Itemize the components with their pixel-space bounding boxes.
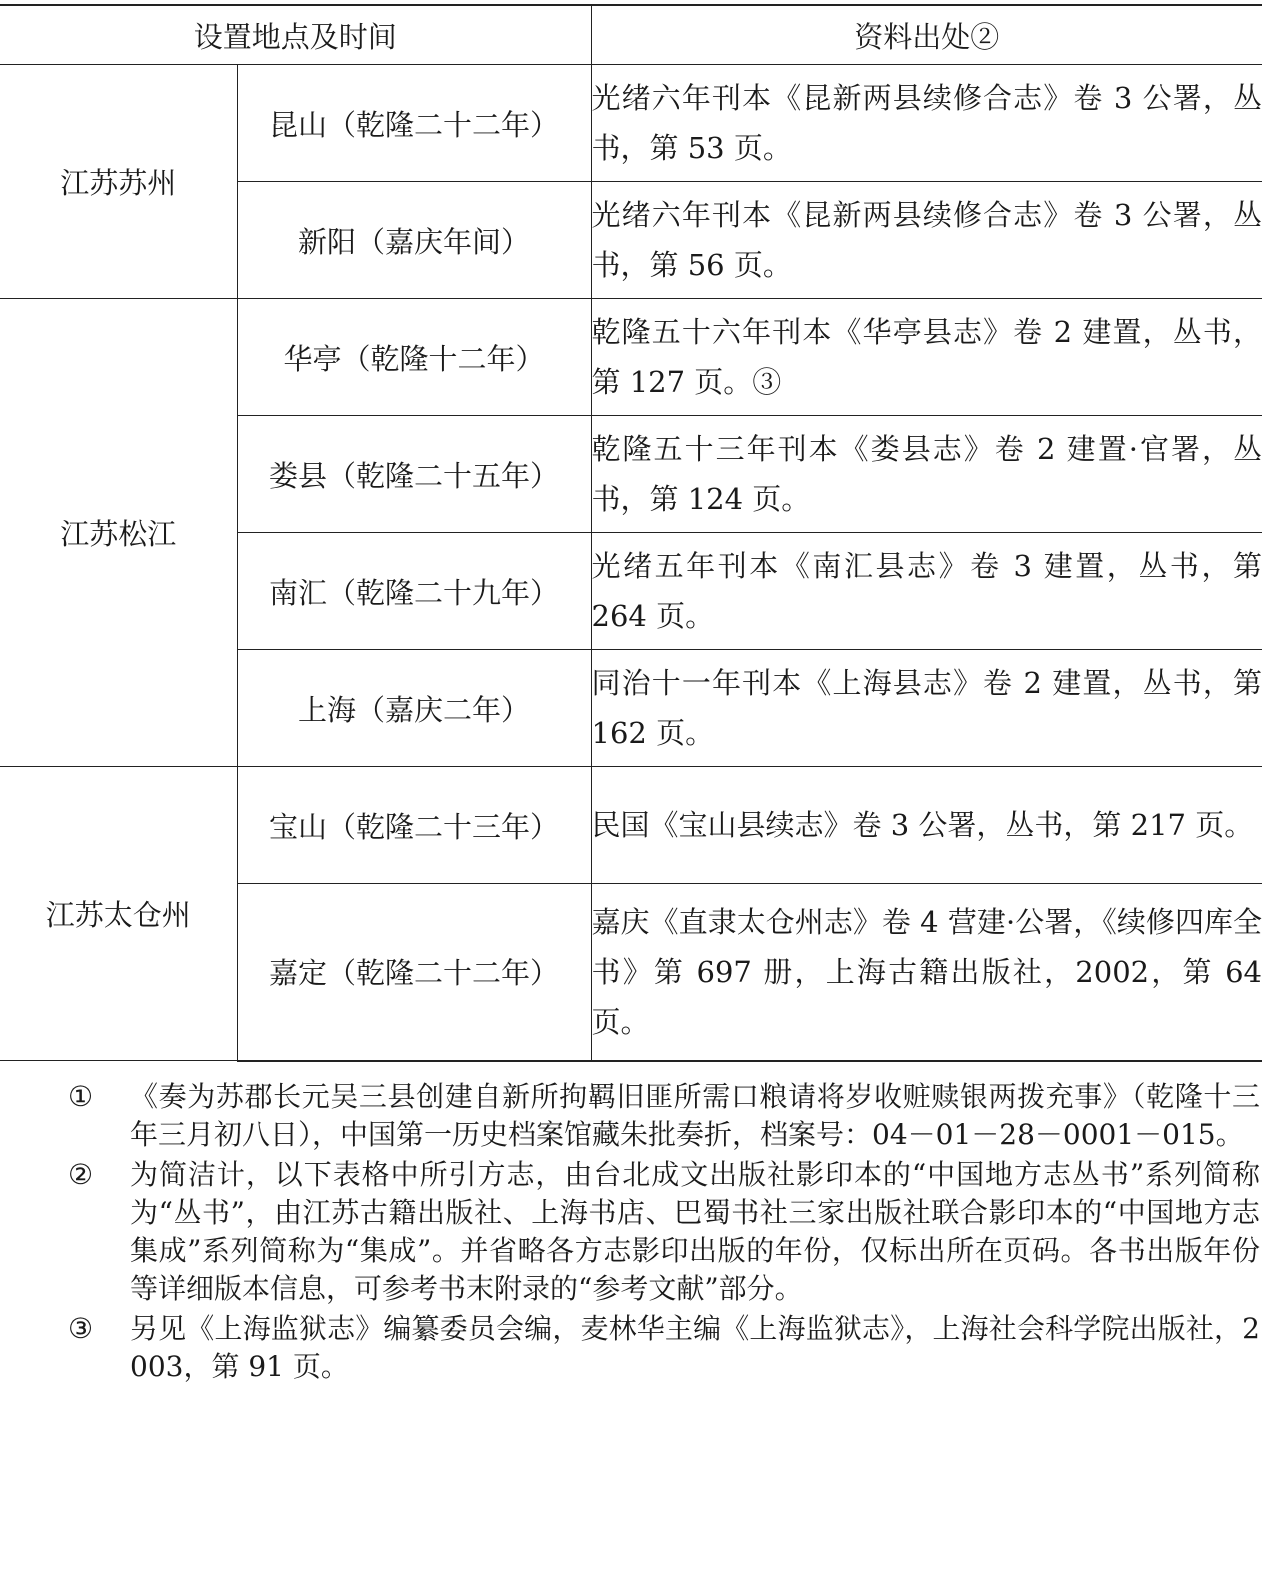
header-source: 资料出处② [591,5,1262,65]
facility-source-table [0,4,1262,1062]
place-cell: 上海（嘉庆二年） [237,650,591,767]
place-cell: 南汇（乾隆二十九年） [237,533,591,650]
region-cell: 江苏苏州 [0,65,237,299]
footnote-text: 为简洁计，以下表格中所引方志，由台北成文出版社影印本的“中国地方志丛书”系列简称为“丛书”，由江苏古籍出版社、上海书店、巴蜀书社三家出版社联合影印本的“中国地方志集成”系列简称为“集成”。并省略各方志影印出版的年份，仅标出所在页码。各书出版年份等详细版本信息，可参考书末附录的“参考文献”部分。 [130,1158,1260,1305]
source-cell: 嘉庆《直隶太仓州志》卷 4 营建·公署，《续修四库全书》第 697 册，上海古籍出版社，2002，第 64 页。 [591,884,1262,1061]
place-cell: 华亭（乾隆十二年） [237,299,591,416]
source-cell: 光绪六年刊本《昆新两县续修合志》卷 3 公署，丛书，第 53 页。 [591,65,1262,182]
place-cell: 嘉定（乾隆二十二年） [237,884,591,1061]
footnote-text: 另见《上海监狱志》编纂委员会编，麦林华主编《上海监狱志》，上海社会科学院出版社，2003，第 91 页。 [130,1312,1260,1383]
footnote-3 [68,1310,1260,1386]
place-cell: 娄县（乾隆二十五年） [237,416,591,533]
table-row [0,767,1262,884]
region-cell: 江苏太仓州 [0,767,237,1061]
source-cell: 乾隆五十三年刊本《娄县志》卷 2 建置·官署，丛书，第 124 页。 [591,416,1262,533]
table-row [0,65,1262,182]
table-header-row [0,5,1262,65]
region-cell: 江苏松江 [0,299,237,767]
footnote-number: ③ [68,1312,94,1345]
source-cell: 光绪五年刊本《南汇县志》卷 3 建置，丛书，第 264 页。 [591,533,1262,650]
source-cell: 光绪六年刊本《昆新两县续修合志》卷 3 公署，丛书，第 56 页。 [591,182,1262,299]
place-cell: 昆山（乾隆二十二年） [237,65,591,182]
footnote-number: ② [68,1158,94,1191]
header-location-time: 设置地点及时间 [0,5,591,65]
footnote-1 [68,1078,1260,1154]
source-cell: 同治十一年刊本《上海县志》卷 2 建置，丛书，第 162 页。 [591,650,1262,767]
source-cell: 民国《宝山县续志》卷 3 公署，丛书，第 217 页。 [591,767,1262,884]
footnotes [68,1078,1260,1388]
place-cell: 新阳（嘉庆年间） [237,182,591,299]
source-cell: 乾隆五十六年刊本《华亭县志》卷 2 建置，丛书，第 127 页。③ [591,299,1262,416]
table-row [0,299,1262,416]
footnote-number: ① [68,1080,94,1113]
footnote-text: 《奏为苏郡长元吴三县创建自新所拘羁旧匪所需口粮请将岁收赃赎银两拨充事》（乾隆十三年三月初八日），中国第一历史档案馆藏朱批奏折，档案号：04－01－28－0001－015。 [130,1080,1260,1151]
place-cell: 宝山（乾隆二十三年） [237,767,591,884]
footnote-2 [68,1156,1260,1308]
